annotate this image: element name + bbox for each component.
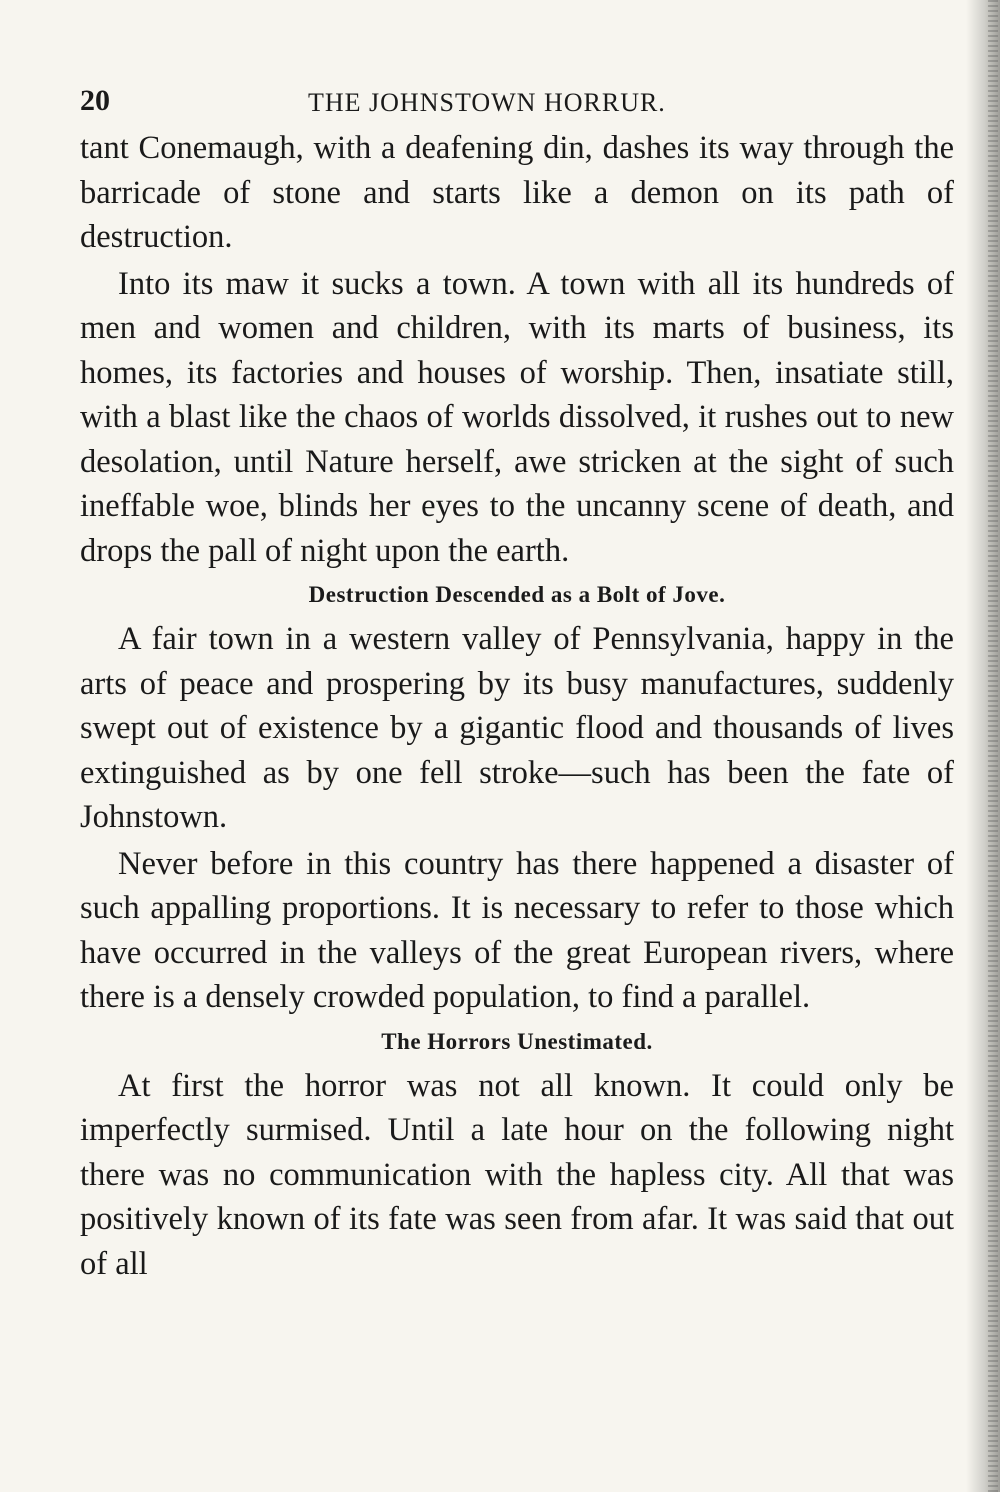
paragraph-4: Never before in this country has there happened a disaster of such appalling proportions. It is necessary to refer to those which have occurred in the valleys of the great European rivers, where there is a densely crowded population, to find a parallel. — [80, 845, 954, 1015]
paragraph-1: tant Conemaugh, with a deafening din, dashes its way through the barricade of stone and starts like a demon on its path of destruction. — [80, 130, 954, 255]
running-header — [80, 84, 960, 124]
body-text — [80, 126, 954, 1286]
paragraph-2: Into its maw it sucks a town. A town with all its hundreds of men and women and children, with its marts of business, its homes, its factories and houses of worship. Then, insatiate still, with a blast like the chaos of worlds dissolved, it rushes out to new desolation, until Nature herself, awe stricken at the sight of such ineffable woe, blinds her eyes to the uncanny scene of death, and drops the pall of night upon the earth. — [80, 265, 954, 569]
subheading-2: The Horrors Unestimated. — [381, 1028, 653, 1054]
subheading-1: Destruction Descended as a Bolt of Jove. — [308, 582, 726, 607]
running-title: THE JOHNSTOWN HORRUR. — [308, 88, 666, 117]
page-number: 20 — [80, 84, 110, 117]
paragraph-3: A fair town in a western valley of Pennsylvania, happy in the arts of peace and prospering by its busy manufactures, suddenly swept out of existence by a gigantic flood and thousands of lives extinguished as by one fell stroke—such has been the fate of Johnstown. — [80, 621, 954, 835]
page-edge-speckle — [988, 0, 998, 1492]
paragraph-5: At first the horror was not all known. It could only be imperfectly surmised. Until a late hour on the following night there was no communication with the hapless city. All that was positively known of its fate was seen from afar. It was said that out of all — [80, 1067, 954, 1282]
